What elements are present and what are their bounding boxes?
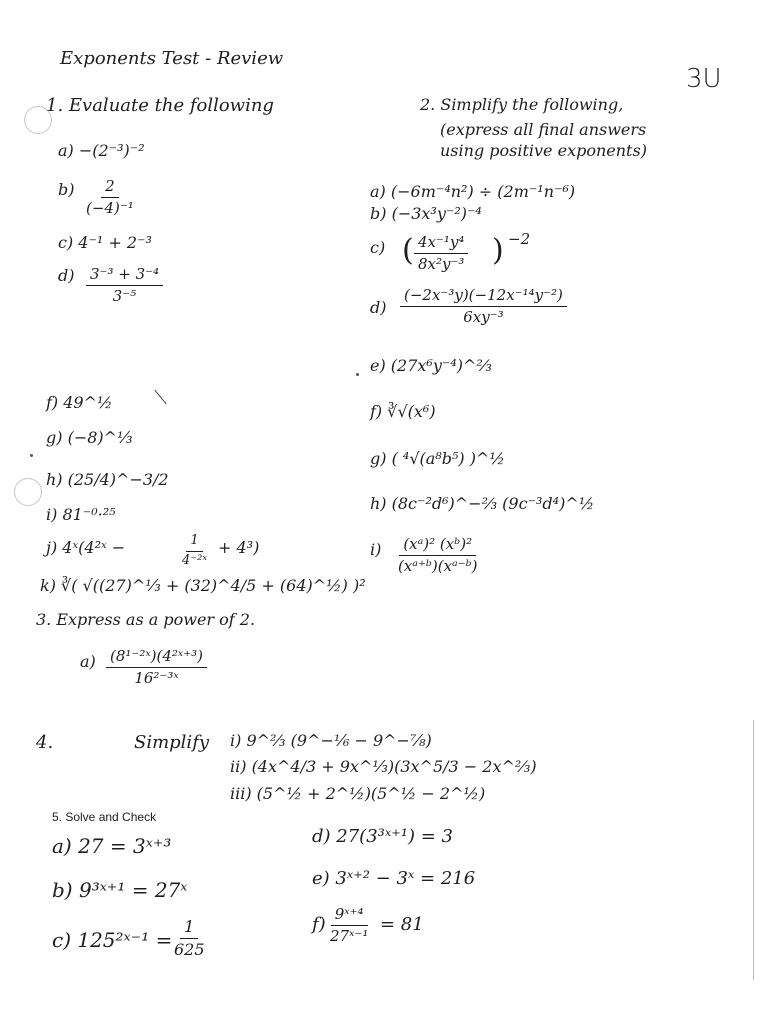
q3a-denominator: 16²⁻³ˣ	[134, 669, 179, 688]
q2h: h) (8c⁻²d⁶)^−⅔ (9c⁻³d⁴)^½	[370, 494, 595, 513]
stray-mark	[154, 390, 166, 404]
q2c-fraction	[414, 234, 468, 274]
q2c-open-paren: (	[402, 233, 414, 268]
q2f: f) ∛√(x⁶)	[370, 402, 436, 421]
q2d-numerator: (−2x⁻³y)(−12x⁻¹⁴y⁻²)	[400, 287, 567, 307]
q5f-denominator: 27ˣ⁻¹	[330, 927, 369, 946]
q1i: i) 81⁻⁰·²⁵	[46, 505, 116, 524]
q1j-fraction	[178, 534, 211, 569]
q1b-label: b)	[58, 180, 75, 199]
q1g: g) (−8)^⅓	[46, 428, 133, 447]
page-title: Exponents Test - Review	[60, 48, 284, 69]
q1b-fraction	[82, 178, 138, 218]
q1h: h) (25/4)^−3/2	[46, 470, 169, 489]
q5c-numerator: 1	[180, 918, 198, 939]
q2e: e) (27x⁶y⁻⁴)^⅔	[370, 356, 492, 375]
q2c-close-paren: )	[492, 233, 504, 268]
q2i-denominator: (xᵃ⁺ᵇ)(xᵃ⁻ᵇ)	[398, 557, 478, 576]
q1d-fraction	[86, 266, 163, 306]
q2c-label: c)	[370, 238, 386, 257]
q4iii: iii) (5^½ + 2^½)(5^½ − 2^½)	[230, 784, 486, 803]
q3a-label: a)	[80, 652, 96, 671]
q2i-numerator: (xᵃ)² (xᵇ)²	[399, 536, 476, 556]
q2i-label: i)	[370, 540, 382, 559]
stray-mark	[356, 373, 359, 376]
q5b: b) 9³ˣ⁺¹ = 27ˣ	[52, 878, 188, 902]
q1b-denominator: (−4)⁻¹	[86, 199, 134, 218]
q1d-denominator: 3⁻⁵	[112, 287, 137, 306]
q2a: a) (−6m⁻⁴n²) ÷ (2m⁻¹n⁻⁶)	[370, 182, 576, 201]
q2d-fraction	[400, 287, 567, 327]
q1j-part2: + 4³)	[218, 538, 260, 557]
q4ii: ii) (4x^4/3 + 9x^⅓)(3x^5/3 − 2x^⅔)	[230, 757, 537, 776]
page-edge-line	[753, 720, 754, 980]
q1f: f) 49^½	[46, 393, 113, 412]
q1d-label: d)	[58, 266, 75, 285]
q5f-label: f)	[312, 914, 326, 935]
section4-label: Simplify	[134, 732, 210, 753]
section1-heading: 1. Evaluate the following	[46, 95, 274, 116]
stray-mark	[30, 454, 33, 457]
q3a-fraction	[106, 648, 207, 688]
q2c-numerator: 4x⁻¹y⁴	[414, 234, 468, 254]
q1a: a) −(2⁻³)⁻²	[58, 141, 145, 160]
binder-hole	[14, 478, 42, 506]
q1j-denominator: 4⁻²ˣ	[182, 552, 207, 568]
q5d: d) 27(3³ˣ⁺¹) = 3	[312, 826, 453, 847]
q2g: g) ( ⁴√(a⁸b⁵) )^½	[370, 449, 505, 468]
section2-heading-3: using positive exponents)	[440, 141, 647, 160]
grade-label: 3U	[686, 64, 722, 94]
q4i: i) 9^⅔ (9^−⅙ − 9^−⅞)	[230, 731, 432, 750]
q1d-numerator: 3⁻³ + 3⁻⁴	[86, 266, 163, 286]
q5e: e) 3ˣ⁺² − 3ˣ = 216	[312, 868, 476, 889]
q5f-numerator: 9ˣ⁺⁴	[331, 906, 368, 926]
q1j-part1: j) 4ˣ(4²ˣ −	[46, 538, 126, 557]
q1k: k) ∛( √((27)^⅓ + (32)^4/5 + (64)^½) )²	[40, 576, 366, 595]
section3-heading: 3. Express as a power of 2.	[36, 610, 256, 629]
q5f-part2: = 81	[380, 914, 424, 935]
q5a: a) 27 = 3ˣ⁺³	[52, 834, 172, 858]
q2c-denominator: 8x²y⁻³	[418, 255, 465, 274]
q2b: b) (−3x³y⁻²)⁻⁴	[370, 204, 482, 223]
q3a-numerator: (8¹⁻²ˣ)(4²ˣ⁺³)	[106, 648, 207, 668]
q2d-label: d)	[370, 298, 387, 317]
q5c-denominator: 625	[174, 940, 205, 960]
q2d-denominator: 6xy⁻³	[463, 308, 504, 327]
section5-heading: 5. Solve and Check	[52, 810, 157, 824]
q1b-numerator: 2	[101, 178, 119, 198]
q5c-fraction	[170, 918, 209, 960]
section4-number: 4.	[36, 732, 54, 753]
q2i-fraction	[394, 536, 481, 576]
section2-heading-2: (express all final answers	[440, 120, 647, 139]
q2c-exponent: −2	[508, 230, 531, 248]
q5c-part1: c) 125²ˣ⁻¹ =	[52, 928, 173, 952]
q1j-numerator: 1	[186, 534, 202, 552]
q5f-fraction	[326, 906, 372, 946]
section2-heading-1: 2. Simplify the following,	[420, 95, 624, 114]
q1c: c) 4⁻¹ + 2⁻³	[58, 233, 152, 252]
